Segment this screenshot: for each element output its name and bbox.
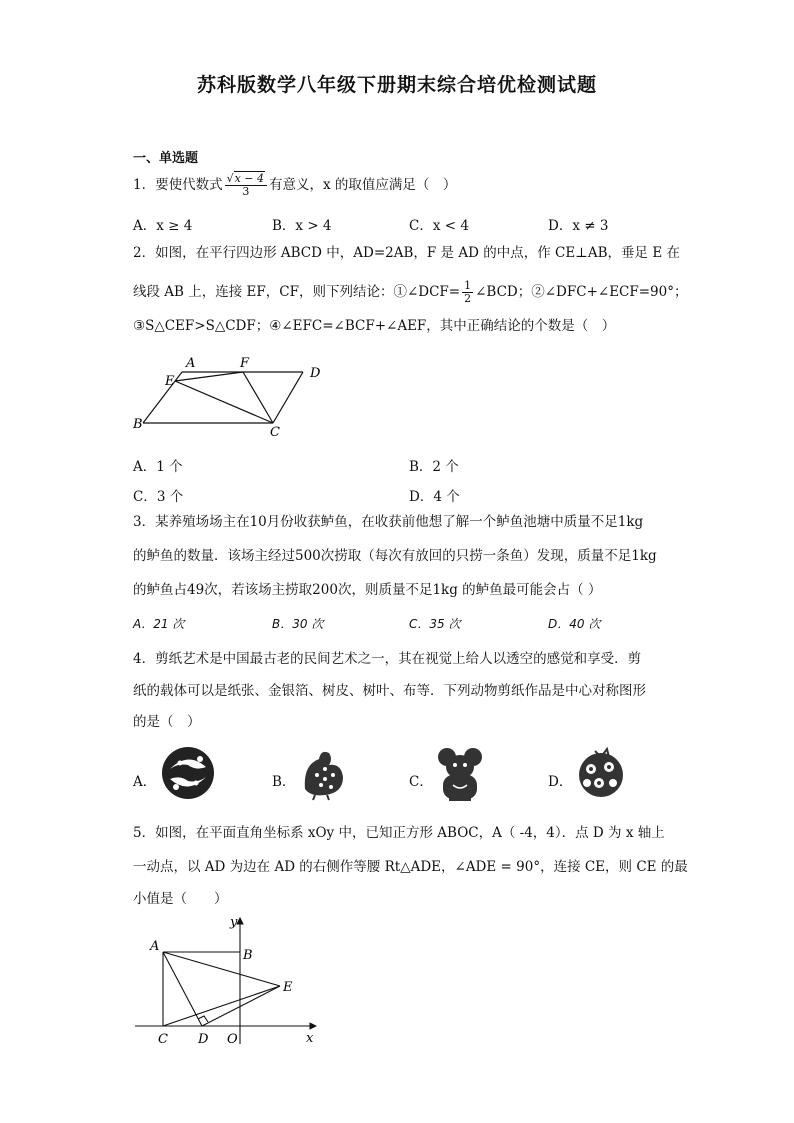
q2-label-C: C: [270, 425, 280, 440]
q3-line-3: 的鲈鱼占49次，若该场主捞取200次，则质量不足1kg 的鲈鱼最可能会占（ ）: [133, 582, 602, 598]
q1-suffix: 有意义，x 的取值应满足（ ）: [269, 177, 457, 193]
q1-option-b[interactable]: B．x > 4: [272, 218, 332, 234]
q2-seg-AB: [143, 372, 182, 423]
q2-option-d[interactable]: D．4 个: [409, 489, 460, 505]
q2-label-F: F: [240, 356, 250, 371]
q2-line-2a: 线段 AB 上，连接 EF，CF，则下列结论：①∠DCF=: [133, 284, 461, 300]
q4-line-1: 4．剪纸艺术是中国最古老的民间艺术之一，其在视觉上给人以透空的感觉和享受．剪: [133, 651, 642, 667]
q2-half-fraction: [462, 280, 473, 305]
q3-option-d[interactable]: D．40 次: [548, 617, 601, 631]
q2-option-c[interactable]: C．3 个: [133, 489, 184, 505]
q2-figure: [130, 350, 340, 440]
q2-label-D: D: [310, 366, 321, 381]
q2-option-a[interactable]: A．1 个: [133, 459, 183, 475]
papercut-fish-icon: [160, 745, 216, 801]
q3-option-b[interactable]: B．30 次: [272, 617, 324, 631]
q2-line-2b: ∠BCD；②∠DFC+∠ECF=90°；: [475, 284, 688, 300]
q2-line-1: 2．如图，在平行四边形 ABCD 中，AD=2AB，F 是 AD 的中点，作 CE⊥AB，垂足 E 在: [133, 245, 680, 261]
q1-option-d[interactable]: D．x ≠ 3: [548, 218, 609, 234]
papercut-mouse-icon: [435, 745, 485, 803]
q3-line-2: 的鲈鱼的数量．该场主经过500次捞取（每次有放回的只捞一条鱼）发现，质量不足1kg: [133, 548, 657, 564]
q5-line-1: 5．如图，在平面直角坐标系 xOy 中，已知正方形 ABOC，A（ -4，4）．点 D 为 x 轴上: [133, 825, 665, 841]
q2-label-B: B: [133, 417, 143, 432]
q5-seg-AE: [163, 952, 280, 986]
question-1: [133, 173, 456, 198]
papercut-flowers-icon: [573, 745, 629, 803]
q2-label-E: E: [165, 374, 175, 389]
q1-prefix: 1．要使代数式: [133, 177, 223, 193]
q4-line-3: 的是（ ）: [133, 714, 201, 730]
q4-option-b[interactable]: B．: [272, 774, 296, 790]
q5-label-A: A: [150, 939, 160, 954]
q2-half-den: 2: [464, 292, 472, 305]
q5-label-D: D: [198, 1032, 209, 1047]
q1-denominator: 3: [242, 185, 250, 198]
q4-option-d[interactable]: D．: [548, 774, 573, 790]
q2-option-b[interactable]: B．2 个: [409, 459, 459, 475]
q2-line-2: [133, 280, 688, 305]
q4-option-c[interactable]: C．: [409, 774, 433, 790]
q1-fraction: $\frac{√x - 4}{3}$: [225, 173, 267, 198]
q5-line-3: 小值是（ ）: [133, 891, 228, 907]
q1-numerator: x − 4: [234, 172, 265, 185]
q5-label-C: C: [158, 1032, 168, 1047]
q5-line-2: 一动点，以 AD 为边在 AD 的右侧作等腰 Rt△ADE，∠ADE = 90°，连接 CE，则 CE 的最: [133, 859, 688, 875]
q2-half-num: 1: [464, 279, 472, 292]
q5-label-y: y: [230, 915, 238, 930]
q2-seg-FC: [243, 372, 273, 423]
q4-line-2: 纸的载体可以是纸张、金银箔、树皮、树叶、布等．下列动物剪纸作品是中心对称图形: [133, 683, 646, 699]
q3-option-a[interactable]: A．21 次: [133, 617, 185, 631]
q4-option-a[interactable]: A．: [133, 774, 157, 790]
q3-line-1: 3．某养殖场场主在10月份收获鲈鱼，在收获前他想了解一个鲈鱼池塘中质量不足1kg: [133, 514, 644, 530]
q5-label-B: B: [243, 948, 253, 963]
q2-line-3: ③S△CEF>S△CDF；④∠EFC=∠BCF+∠AEF，其中正确结论的个数是（ ）: [133, 318, 616, 334]
q5-seg-CE: [163, 986, 280, 1026]
q2-seg-EF: [175, 372, 243, 381]
page-title: 苏科版数学八年级下册期末综合培优检测试题: [196, 74, 597, 96]
section-heading: 一、单选题: [133, 151, 199, 166]
q1-option-a[interactable]: A．x ≥ 4: [133, 218, 193, 234]
q2-seg-DC: [273, 372, 303, 423]
q3-option-c[interactable]: C．35 次: [409, 617, 461, 631]
papercut-rooster-icon: [297, 745, 349, 801]
q1-option-c[interactable]: C．x < 4: [409, 218, 469, 234]
q5-seg-DE: [202, 986, 280, 1026]
q2-label-A: A: [186, 356, 196, 371]
q2-seg-EC: [175, 381, 273, 423]
q5-figure: [130, 910, 330, 1050]
q5-label-O: O: [227, 1032, 238, 1047]
q5-label-x: x: [306, 1031, 314, 1046]
q5-label-E: E: [283, 980, 293, 995]
